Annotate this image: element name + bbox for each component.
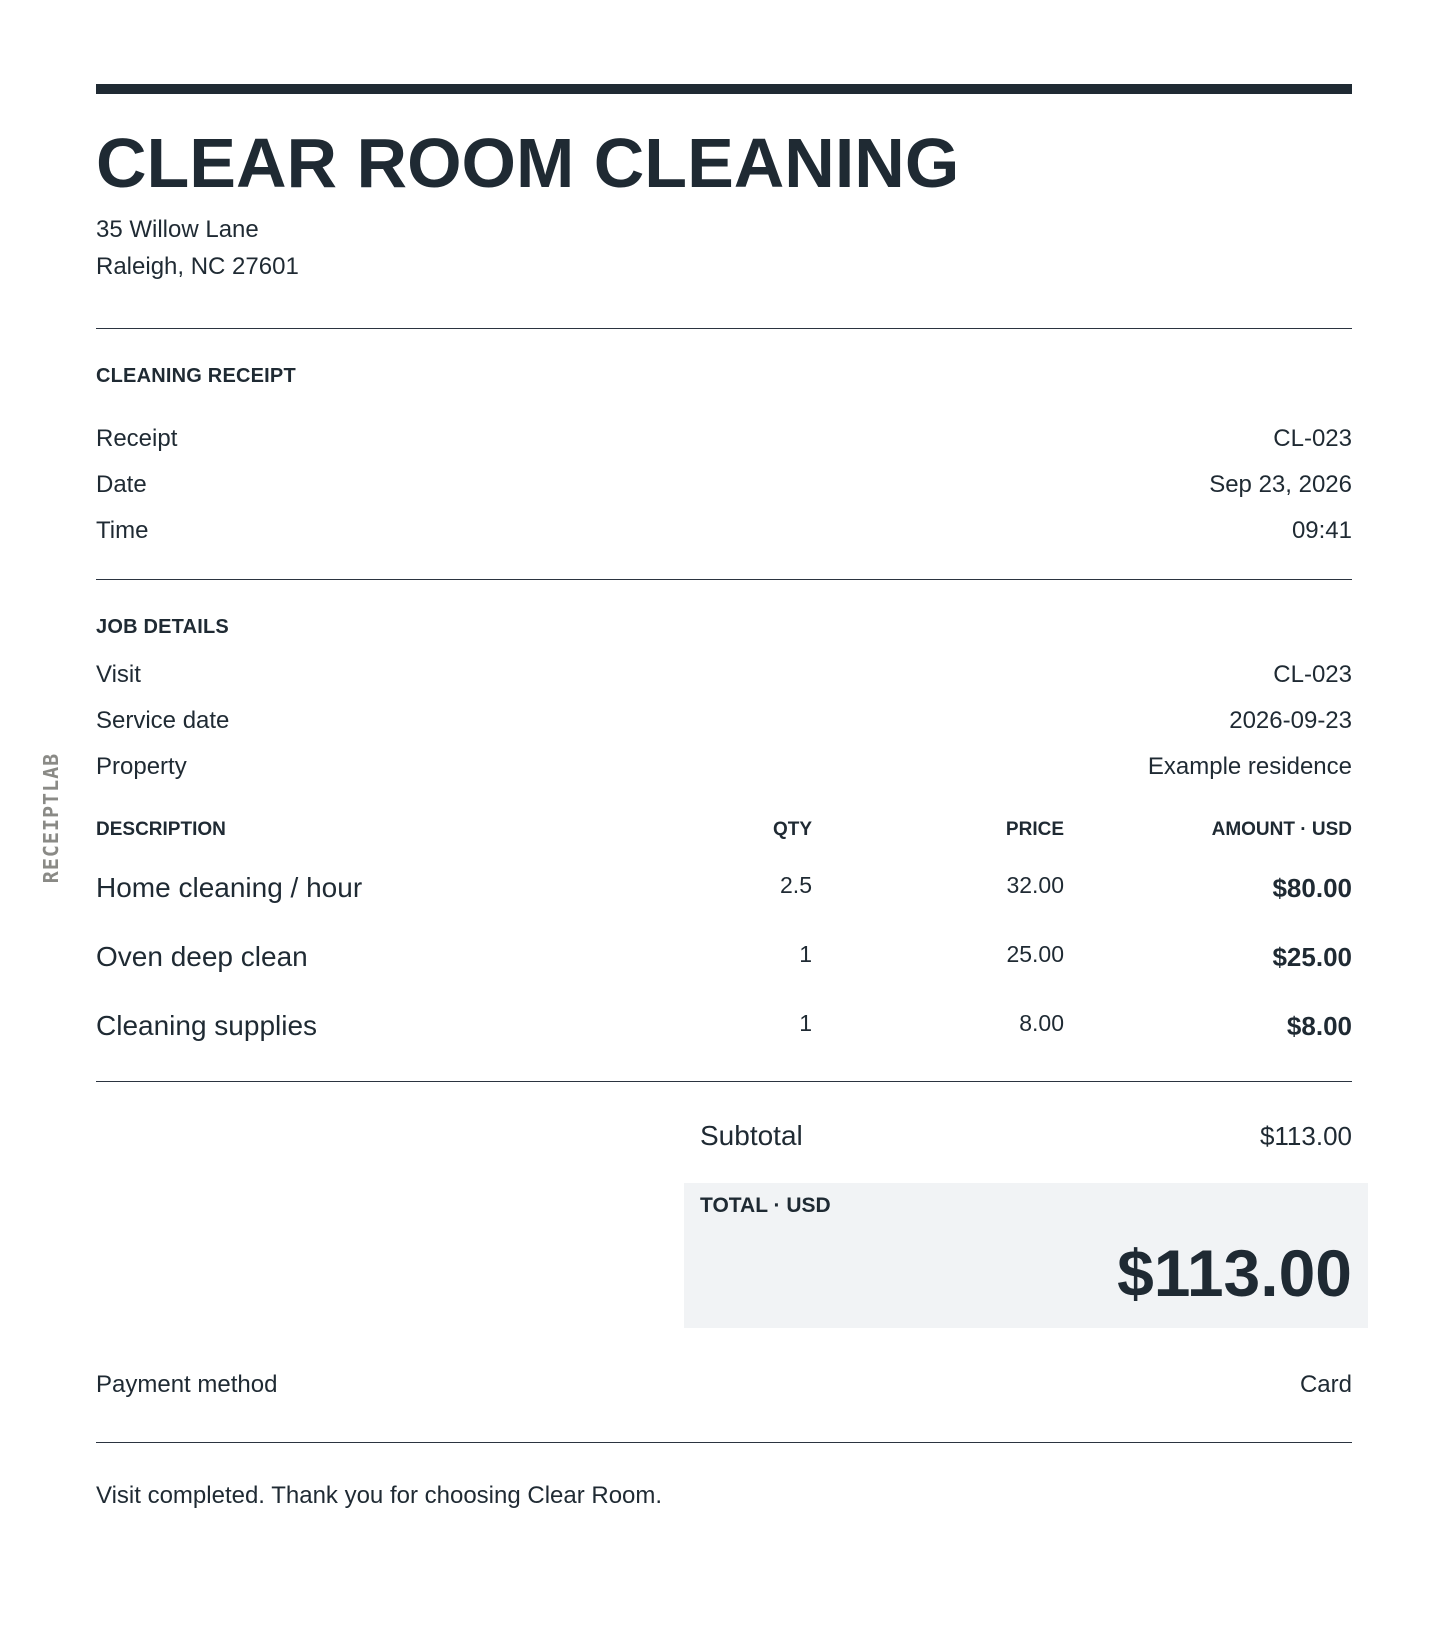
total-value: $113.00	[1117, 1236, 1352, 1310]
line-item-row	[96, 1006, 1352, 1046]
line-item-amount: $8.00	[1286, 1011, 1352, 1041]
payment-method-label: Payment method	[96, 1371, 278, 1398]
total-label: TOTAL · USD	[700, 1194, 831, 1217]
field-value: 2026-09-23	[1229, 707, 1352, 734]
column-header-amount: AMOUNT · USD	[1211, 819, 1352, 840]
line-item-amount: $25.00	[1272, 942, 1352, 972]
field-label: Receipt	[96, 425, 178, 452]
line-item-description: Cleaning supplies	[96, 1010, 318, 1041]
field-label: Service date	[96, 707, 230, 734]
field-value: Example residence	[1147, 753, 1352, 780]
receipt-date-row	[96, 468, 1352, 502]
field-label: Date	[96, 471, 147, 498]
divider	[96, 1081, 1352, 1082]
field-value: CL-023	[1273, 425, 1352, 452]
subtotal-label: Subtotal	[700, 1120, 803, 1151]
subtotal-row	[700, 1116, 1352, 1156]
line-item-row	[96, 868, 1352, 908]
field-value: CL-023	[1273, 661, 1352, 688]
field-label: Property	[96, 753, 187, 780]
receiptlab-watermark: RECEIPTLAB	[39, 752, 63, 884]
job-visit-row	[96, 658, 1352, 692]
field-label: Time	[96, 517, 149, 544]
line-item-price: 32.00	[1006, 872, 1064, 898]
line-item-qty: 1	[799, 941, 812, 967]
line-item-row	[96, 937, 1352, 977]
receipt-number-row	[96, 422, 1352, 456]
footer-note: Visit completed. Thank you for choosing Clear Room.	[96, 1482, 663, 1509]
line-item-qty: 1	[799, 1010, 812, 1036]
job-section-heading: JOB DETAILS	[96, 616, 229, 638]
line-item-price: 25.00	[1006, 941, 1064, 967]
divider	[96, 1442, 1352, 1443]
divider	[96, 579, 1352, 580]
job-service-date-row	[96, 704, 1352, 738]
divider	[96, 328, 1352, 329]
column-header-description: DESCRIPTION	[96, 819, 226, 840]
line-item-description: Home cleaning / hour	[96, 872, 363, 903]
header-bar	[96, 84, 1352, 94]
line-item-price: 8.00	[1019, 1010, 1064, 1036]
field-value: 09:41	[1291, 517, 1352, 544]
field-label: Visit	[96, 661, 141, 688]
line-item-amount: $80.00	[1272, 873, 1352, 903]
receipt-time-row	[96, 514, 1352, 548]
job-property-row	[96, 750, 1352, 784]
business-name: CLEAR ROOM CLEANING	[96, 124, 960, 202]
payment-method-row	[96, 1368, 1352, 1402]
payment-method-value: Card	[1299, 1371, 1352, 1398]
address-line-1: 35 Willow Lane	[96, 216, 259, 243]
subtotal-value: $113.00	[1259, 1121, 1352, 1151]
column-header-qty: QTY	[772, 819, 812, 840]
line-item-qty: 2.5	[780, 872, 812, 898]
field-value: Sep 23, 2026	[1209, 471, 1352, 498]
line-item-description: Oven deep clean	[96, 941, 308, 972]
address-line-2: Raleigh, NC 27601	[96, 253, 299, 280]
column-header-price: PRICE	[1005, 819, 1064, 840]
receipt-section-heading: CLEANING RECEIPT	[96, 365, 296, 387]
total-box	[684, 1183, 1368, 1328]
